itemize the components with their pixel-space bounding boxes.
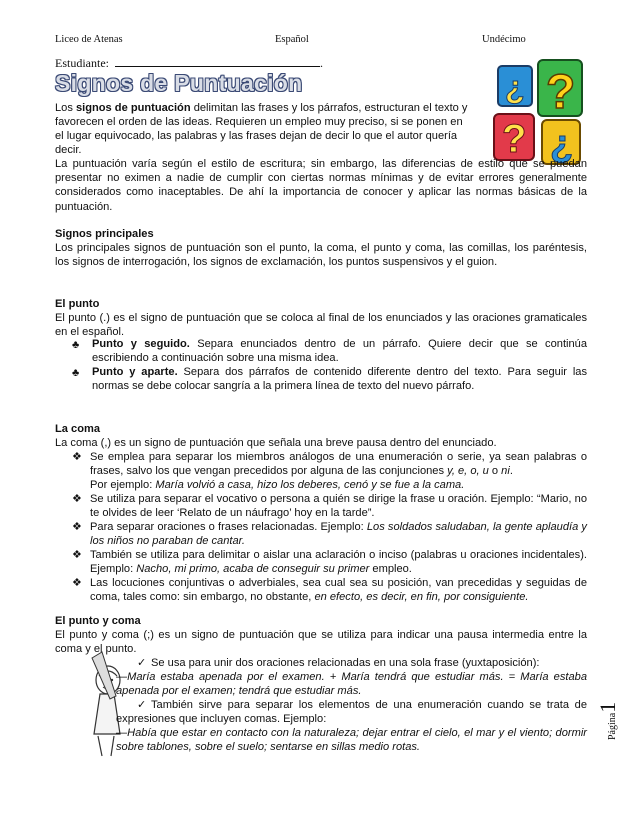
page-number-value: 1 xyxy=(595,701,620,713)
page-word: Página xyxy=(607,712,618,740)
intro-line-1: Los signos de puntuación delimitan las frases y los párrafos, estructuran el texto y xyxy=(55,102,468,114)
punto-text: El punto (.) es el signo de puntuación que se coloca al final de los enunciados y las oraciones gramaticales en el español. xyxy=(55,312,587,339)
check-bullet-icon: ✓ xyxy=(137,657,147,669)
student-name-line xyxy=(115,55,320,67)
puntoycoma-text: El punto y coma (;) es un signo de puntuación que se utiliza para indicar una pausa intermedia entre la coma y el punto. xyxy=(55,629,587,656)
diamond-bullet-icon: ❖ xyxy=(72,549,82,561)
check-bullet-icon: ✓ xyxy=(137,699,147,711)
page-title: Signos de Puntuación xyxy=(55,70,303,96)
student-field xyxy=(55,55,323,70)
question-marks-illustration xyxy=(488,58,588,170)
student-label: Estudiante: xyxy=(55,56,109,70)
diamond-bullet-icon: ❖ xyxy=(72,493,82,505)
puntoycoma-item-enumeracion: También sirve para separar los elementos de una enumeración cuando se trata de expresiones que incluyen comas. Ejemplo: xyxy=(116,699,587,726)
svg-text:?: ? xyxy=(546,66,576,119)
coma-example: Por ejemplo: María volvió a casa, hizo los deberes, cenó y se fue a la cama. xyxy=(90,479,465,491)
header-subject: Español xyxy=(275,34,309,45)
punto-item-aparte: Punto y aparte. Separa dos párrafos de contenido diferente dentro del texto. Para seguir las normas se debe colocar sangría a la primera línea de texto del nuevo párrafo. xyxy=(92,366,587,393)
header-school: Liceo de Atenas xyxy=(55,34,123,45)
section-heading-punto: El punto xyxy=(55,298,100,310)
page-number xyxy=(595,660,631,740)
diamond-bullet-icon: ❖ xyxy=(72,521,82,533)
svg-text:¿: ¿ xyxy=(505,69,525,105)
svg-text:?: ? xyxy=(502,117,527,161)
section-heading-coma: La coma xyxy=(55,423,101,435)
svg-text:¿: ¿ xyxy=(550,123,574,165)
coma-item-oraciones: Para separar oraciones o frases relacionadas. Ejemplo: Los soldados saludaban, la gente aplaudía y los niños no paraban de cantar. xyxy=(90,521,587,548)
section-heading-punto-y-coma: El punto y coma xyxy=(55,615,141,627)
principales-text: Los principales signos de puntuación son el punto, la coma, el punto y coma, las comillas, los paréntesis, los signos de interrogación, los signos de exclamación, los puntos suspensivos y el guion. xyxy=(55,242,587,269)
student-suffix: . xyxy=(320,56,323,70)
diamond-bullet-icon: ❖ xyxy=(72,577,82,589)
coma-item-enumeracion: Se emplea para separar los miembros análogos de una enumeración o serie, ya sean palabras o frases, salvo los que vengan precedidos por alguna de las conjunciones y, e, o, u o ni. xyxy=(90,451,587,478)
coma-item-vocativo: Se utiliza para separar el vocativo o persona a quién se dirige la frase u oración. Ejemplo: “Mario, no te olvides de leer ‘Relato de un náufrago’ hoy en la tarde”. xyxy=(90,493,587,520)
intro-line-4: decir. xyxy=(55,144,82,156)
puntoycoma-example-1: —María estaba apenada por el examen. + María tendrá que estudiar más. = María estaba apenada por el examen; tendrá que estudiar más. xyxy=(116,671,587,698)
header-grade: Undécimo xyxy=(482,34,526,45)
section-heading-principales: Signos principales xyxy=(55,228,154,240)
intro-line-3: el lugar equivocado, las palabras y las frases dejan de decir lo que el autor quería xyxy=(55,130,458,142)
coma-text: La coma (,) es un signo de puntuación que señala una breve pausa dentro del enunciado. xyxy=(55,437,497,449)
punto-item-seguido: Punto y seguido. Separa enunciados dentro de un párrafo. Quiere decir que se continúa escribiendo a continuación sobre una misma idea. xyxy=(92,338,587,365)
club-bullet-icon: ♣ xyxy=(72,367,80,379)
puntoycoma-item-yuxtaposicion: Se usa para unir dos oraciones relacionadas en una sola frase (yuxtaposición): xyxy=(151,657,540,669)
coma-item-locuciones: Las locuciones conjuntivas o adverbiales, sea cual sea su posición, van precedidas y seguidas de coma, tales como: sin embargo, no obstante, en efecto, es decir, en fin, por consiguiente. xyxy=(90,577,587,604)
diamond-bullet-icon: ❖ xyxy=(72,451,82,463)
intro-line-2: favorecen el orden de las ideas. Requieren un empleo muy preciso, si se ponen en xyxy=(55,116,463,128)
puntoycoma-example-2: —Había que estar en contacto con la naturaleza; dejar entrar el cielo, el mar y el viento; dormir sobre tablones, sobre el suelo; sentarse en sillas medio rotas. xyxy=(116,727,587,754)
intro-bold-term: signos de puntuación xyxy=(75,102,191,114)
intro-paragraph-2: La puntuación varía según el estilo de escritura; sin embargo, las diferencias de estilo que se puedan presentar no eximen a nadie de cumplir con ciertas normas mínimas y de evitar errores generalmente considerados como inaceptables. De ahí la importancia de conocer y aplicar las normas básicas de la puntuación. xyxy=(55,158,587,213)
club-bullet-icon: ♣ xyxy=(72,339,80,351)
coma-item-inciso: También se utiliza para delimitar o aislar una aclaración o inciso (palabras u oraciones incidentales). Ejemplo: Nacho, mi primo, acaba de conseguir su primer empleo. xyxy=(90,549,587,576)
